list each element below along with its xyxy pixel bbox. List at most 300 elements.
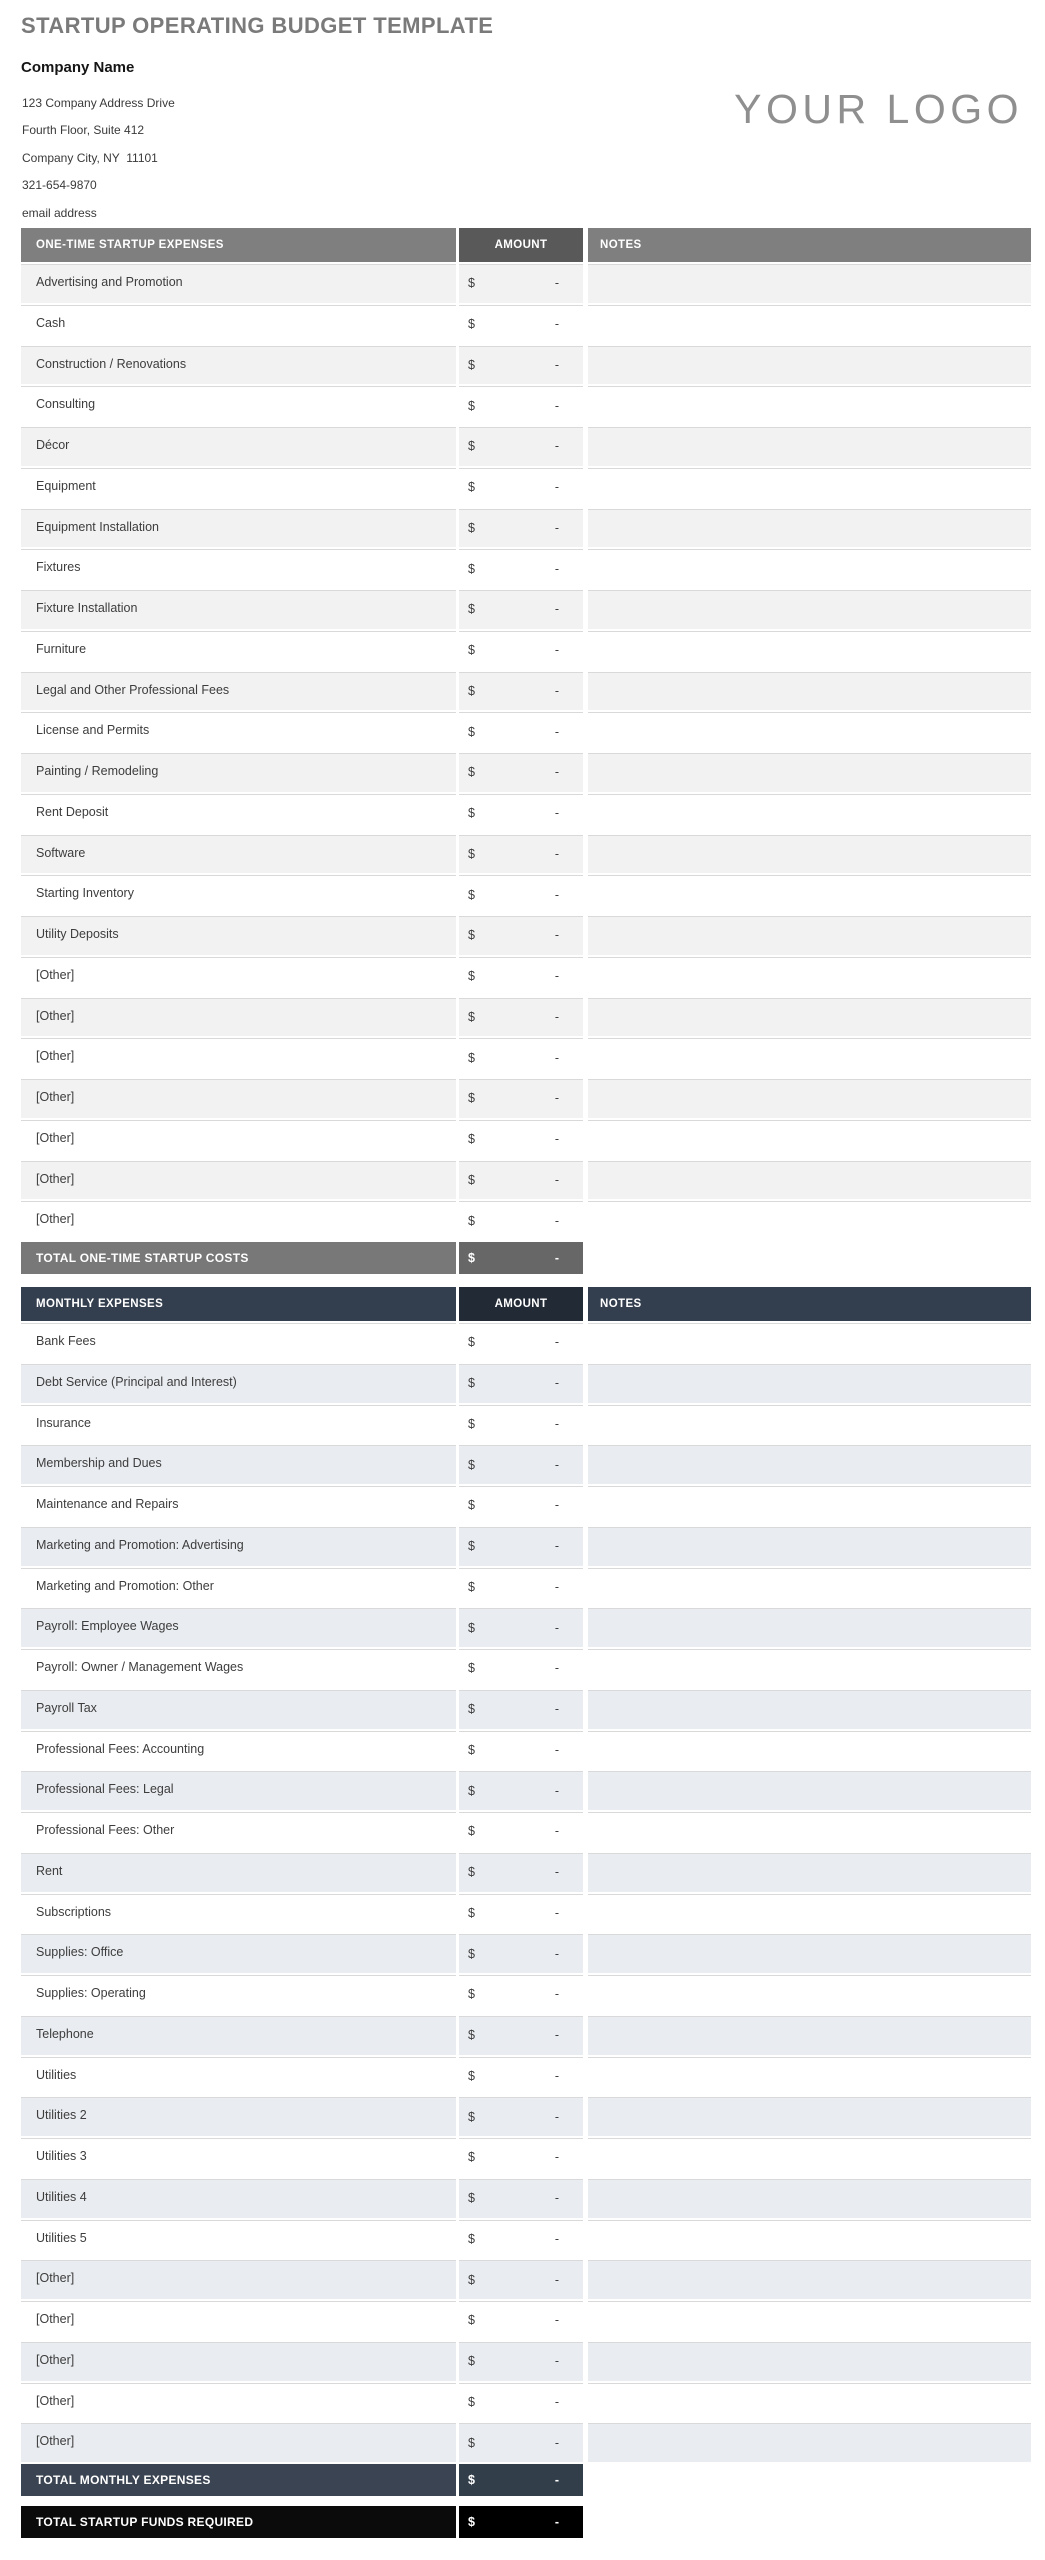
expense-row [21, 1729, 1031, 1770]
expense-row [21, 833, 1031, 874]
notes-cell[interactable] [588, 2383, 1031, 2422]
notes-cell[interactable] [588, 1201, 1031, 1240]
expense-label: Telephone [36, 2026, 94, 2041]
expense-label: Rent Deposit [36, 804, 109, 819]
amount-value: - [554, 1050, 559, 1065]
expense-row [21, 710, 1031, 751]
notes-cell[interactable] [588, 1038, 1031, 1077]
notes-cell[interactable] [588, 712, 1031, 751]
expense-label: Cash [36, 315, 66, 330]
expense-row [21, 1036, 1031, 1077]
notes-cell[interactable] [588, 957, 1031, 996]
column-header-amount: AMOUNT [456, 1287, 588, 1321]
notes-cell[interactable] [588, 1812, 1031, 1851]
amount-cell[interactable] [456, 2220, 588, 2259]
amount-value: - [554, 317, 559, 332]
currency-symbol: $ [468, 1661, 475, 1676]
currency-symbol: $ [468, 2435, 475, 2450]
amount-value: - [554, 2231, 559, 2246]
currency-symbol: $ [468, 1376, 475, 1391]
amount-cell[interactable] [456, 1486, 588, 1525]
amount-cell[interactable] [456, 590, 588, 629]
currency-symbol: $ [468, 1824, 475, 1839]
amount-cell[interactable] [456, 1201, 588, 1240]
amount-value: - [554, 1702, 559, 1717]
amount-value: - [554, 2109, 559, 2124]
one-time-expenses-table [21, 228, 1031, 1274]
expense-row [21, 2055, 1031, 2096]
amount-cell[interactable] [456, 916, 588, 955]
expense-row [21, 547, 1031, 588]
notes-cell[interactable] [588, 2220, 1031, 2259]
expense-row [21, 1606, 1031, 1647]
currency-symbol: $ [468, 765, 475, 780]
expense-row [21, 792, 1031, 833]
notes-cell[interactable] [588, 1486, 1031, 1525]
amount-value: - [554, 1132, 559, 1147]
expense-label: Debt Service (Principal and Interest) [36, 1374, 237, 1389]
currency-symbol: $ [468, 2028, 475, 2043]
notes-cell[interactable] [588, 794, 1031, 833]
expense-label: [Other] [36, 1212, 75, 1227]
amount-cell[interactable] [456, 2179, 588, 2218]
amount-value: - [554, 357, 559, 372]
currency-symbol: $ [468, 1865, 475, 1880]
notes-cell[interactable] [588, 590, 1031, 629]
expense-label: Subscriptions [36, 1904, 112, 1919]
currency-symbol: $ [468, 1620, 475, 1635]
currency-symbol: $ [468, 846, 475, 861]
amount-cell[interactable] [456, 1079, 588, 1118]
notes-cell[interactable] [588, 1405, 1031, 1444]
section-spacer [0, 1274, 1045, 1287]
total-row [21, 1240, 1031, 1274]
notes-cell[interactable] [588, 1445, 1031, 1484]
amount-value: - [554, 480, 559, 495]
table-body [21, 262, 1031, 1240]
expense-label: Equipment Installation [36, 519, 159, 534]
company-address-line: 123 Company Address Drive [22, 96, 175, 110]
table-body [21, 1321, 1031, 2462]
notes-cell[interactable] [588, 2016, 1031, 2055]
amount-cell[interactable] [456, 468, 588, 507]
notes-cell[interactable] [588, 1608, 1031, 1647]
amount-cell[interactable] [456, 1608, 588, 1647]
amount-value: - [554, 1498, 559, 1513]
expense-label: Software [36, 845, 86, 860]
expense-row [21, 1525, 1031, 1566]
amount-cell[interactable] [456, 1364, 588, 1403]
currency-symbol: $ [468, 1783, 475, 1798]
expense-label: Legal and Other Professional Fees [36, 682, 230, 697]
amount-cell[interactable] [456, 875, 588, 914]
amount-cell[interactable] [456, 509, 588, 548]
expense-row [21, 1769, 1031, 1810]
amount-value: - [554, 1742, 559, 1757]
amount-cell[interactable] [456, 1894, 588, 1933]
amount-value: - [554, 887, 559, 902]
notes-cell[interactable] [588, 1120, 1031, 1159]
expense-label: Maintenance and Repairs [36, 1497, 179, 1511]
currency-symbol: $ [468, 317, 475, 332]
expense-label: [Other] [36, 2271, 75, 2286]
amount-value: - [554, 765, 559, 780]
expense-row [21, 2299, 1031, 2340]
amount-value: - [554, 276, 559, 291]
company-address-line: Company City, NY 11101 [22, 150, 158, 165]
expense-label: Payroll Tax [36, 1700, 97, 1715]
expense-row [21, 2014, 1031, 2055]
amount-value: - [554, 1416, 559, 1431]
currency-symbol: $ [468, 1050, 475, 1065]
amount-value: - [554, 683, 559, 698]
currency-symbol: $ [468, 2473, 475, 2487]
notes-cell[interactable] [588, 2423, 1031, 2462]
currency-symbol: $ [468, 2109, 475, 2124]
currency-symbol: $ [468, 1987, 475, 2002]
amount-cell[interactable] [456, 2301, 588, 2340]
amount-cell[interactable] [456, 957, 588, 996]
notes-cell[interactable] [588, 1690, 1031, 1729]
amount-value: - [554, 1865, 559, 1880]
expense-row [21, 1647, 1031, 1688]
notes-cell[interactable] [588, 509, 1031, 548]
currency-symbol: $ [468, 643, 475, 658]
currency-symbol: $ [468, 2313, 475, 2328]
amount-cell[interactable] [456, 1690, 588, 1729]
grand-total-notes-spacer [588, 2506, 1031, 2538]
amount-value: - [554, 398, 559, 413]
expense-row [21, 1484, 1031, 1525]
expense-label: Construction / Renovations [36, 356, 187, 371]
amount-cell[interactable] [456, 346, 588, 385]
amount-cell[interactable] [456, 1649, 588, 1688]
notes-cell[interactable] [588, 264, 1031, 303]
currency-symbol: $ [468, 1498, 475, 1513]
amount-value: - [554, 2473, 559, 2487]
company-name: Company Name [21, 59, 135, 76]
amount-value: - [554, 1946, 559, 1961]
amount-cell[interactable] [456, 1038, 588, 1077]
expense-row [21, 1566, 1031, 1607]
amount-cell[interactable] [456, 998, 588, 1037]
amount-value: - [554, 2354, 559, 2369]
expense-label: Marketing and Promotion: Other [36, 1578, 214, 1593]
expense-label: [Other] [36, 1171, 75, 1186]
currency-symbol: $ [468, 2515, 475, 2529]
expense-row [21, 262, 1031, 303]
amount-value: - [554, 602, 559, 617]
amount-value: - [554, 2028, 559, 2043]
amount-value: - [554, 1251, 559, 1265]
amount-cell[interactable] [456, 1445, 588, 1484]
amount-cell[interactable] [456, 2260, 588, 2299]
expense-row [21, 914, 1031, 955]
expense-row [21, 384, 1031, 425]
notes-cell[interactable] [588, 1323, 1031, 1362]
currency-symbol: $ [468, 1009, 475, 1024]
notes-cell[interactable] [588, 916, 1031, 955]
expense-label: Utilities [36, 2067, 77, 2082]
notes-cell[interactable] [588, 672, 1031, 711]
amount-cell[interactable] [456, 835, 588, 874]
amount-cell[interactable] [456, 1120, 588, 1159]
currency-symbol: $ [468, 2354, 475, 2369]
currency-symbol: $ [468, 1335, 475, 1350]
expense-label: Furniture [36, 641, 87, 656]
amount-cell[interactable] [456, 264, 588, 303]
amount-value: - [554, 1579, 559, 1594]
expense-label: [Other] [36, 967, 75, 982]
grand-total-row [21, 2504, 1031, 2538]
expense-label: License and Permits [36, 723, 150, 738]
expense-label: [Other] [36, 2393, 75, 2408]
expense-row [21, 1159, 1031, 1200]
amount-value: - [554, 846, 559, 861]
expense-row [21, 751, 1031, 792]
expense-label: Starting Inventory [36, 886, 134, 901]
notes-cell[interactable] [588, 753, 1031, 792]
expense-row [21, 670, 1031, 711]
amount-cell[interactable] [456, 2423, 588, 2462]
total-label: TOTAL ONE-TIME STARTUP COSTS [21, 1242, 456, 1274]
currency-symbol: $ [468, 561, 475, 576]
notes-cell[interactable] [588, 468, 1031, 507]
notes-cell[interactable] [588, 1161, 1031, 1200]
expense-label: Fixtures [36, 560, 81, 575]
notes-cell[interactable] [588, 2057, 1031, 2096]
total-label: TOTAL MONTHLY EXPENSES [21, 2464, 456, 2496]
amount-cell[interactable] [456, 2138, 588, 2177]
notes-cell[interactable] [588, 549, 1031, 588]
amount-cell[interactable] [456, 549, 588, 588]
currency-symbol: $ [468, 2394, 475, 2409]
currency-symbol: $ [468, 2272, 475, 2287]
amount-cell[interactable] [456, 1323, 588, 1362]
amount-value: - [554, 928, 559, 943]
amount-cell[interactable] [456, 672, 588, 711]
expense-row [21, 873, 1031, 914]
amount-cell[interactable] [456, 386, 588, 425]
currency-symbol: $ [468, 1946, 475, 1961]
notes-cell[interactable] [588, 1853, 1031, 1892]
amount-value: - [554, 724, 559, 739]
monthly-expenses-table [21, 1287, 1031, 2496]
expense-label: Supplies: Operating [36, 1986, 146, 2000]
currency-symbol: $ [468, 1172, 475, 1187]
expense-label: Advertising and Promotion [36, 275, 183, 289]
amount-cell[interactable] [456, 1527, 588, 1566]
expense-row [21, 1688, 1031, 1729]
expense-label: Insurance [36, 1415, 91, 1430]
currency-symbol: $ [468, 928, 475, 943]
expense-label: Painting / Remodeling [36, 764, 159, 778]
notes-cell[interactable] [588, 1894, 1031, 1933]
amount-cell[interactable] [456, 2016, 588, 2055]
currency-symbol: $ [468, 357, 475, 372]
expense-row [21, 1810, 1031, 1851]
expense-row [21, 955, 1031, 996]
amount-cell[interactable] [456, 2342, 588, 2381]
amount-value: - [554, 1824, 559, 1839]
notes-cell[interactable] [588, 1934, 1031, 1973]
column-header-category: MONTHLY EXPENSES [21, 1287, 456, 1321]
notes-cell[interactable] [588, 875, 1031, 914]
expense-label: Consulting [36, 397, 96, 412]
page-title: STARTUP OPERATING BUDGET TEMPLATE [21, 13, 494, 38]
amount-cell[interactable] [456, 712, 588, 751]
notes-cell[interactable] [588, 2138, 1031, 2177]
amount-cell[interactable] [456, 305, 588, 344]
expense-label: Utilities 5 [36, 2230, 87, 2245]
notes-cell[interactable] [588, 346, 1031, 385]
company-address-line: 321-654-9870 [22, 178, 97, 193]
expense-row [21, 466, 1031, 507]
notes-cell[interactable] [588, 2179, 1031, 2218]
notes-cell[interactable] [588, 1364, 1031, 1403]
amount-cell[interactable] [456, 1161, 588, 1200]
amount-value: - [554, 969, 559, 984]
expense-label: Payroll: Owner / Management Wages [36, 1660, 244, 1674]
notes-cell[interactable] [588, 998, 1031, 1037]
expense-row [21, 2340, 1031, 2381]
notes-cell[interactable] [588, 1975, 1031, 2014]
currency-symbol: $ [468, 724, 475, 739]
amount-value: - [554, 1987, 559, 2002]
amount-value: - [554, 1335, 559, 1350]
amount-cell[interactable] [456, 427, 588, 466]
currency-symbol: $ [468, 1416, 475, 1431]
amount-value: - [554, 1905, 559, 1920]
amount-value: - [554, 2435, 559, 2450]
amount-value: - [554, 1376, 559, 1391]
expense-row [21, 1932, 1031, 1973]
expense-row [21, 1118, 1031, 1159]
amount-value: - [554, 2515, 559, 2529]
amount-value: - [554, 1661, 559, 1676]
notes-cell[interactable] [588, 2301, 1031, 2340]
grand-total-label: TOTAL STARTUP FUNDS REQUIRED [21, 2506, 456, 2538]
currency-symbol: $ [468, 1091, 475, 1106]
amount-cell[interactable] [456, 1731, 588, 1770]
amount-cell[interactable] [456, 1568, 588, 1607]
amount-value: - [554, 2068, 559, 2083]
amount-value: - [554, 439, 559, 454]
amount-value: - [554, 1620, 559, 1635]
column-header-category: ONE-TIME STARTUP EXPENSES [21, 228, 456, 262]
total-amount-cell [456, 2464, 588, 2496]
total-notes-spacer [588, 2464, 1031, 2496]
notes-cell[interactable] [588, 1079, 1031, 1118]
section-spacer [0, 2496, 1045, 2504]
amount-value: - [554, 2191, 559, 2206]
notes-cell[interactable] [588, 386, 1031, 425]
expense-row [21, 2218, 1031, 2259]
amount-cell[interactable] [456, 1934, 588, 1973]
amount-cell[interactable] [456, 631, 588, 670]
amount-cell[interactable] [456, 1771, 588, 1810]
currency-symbol: $ [468, 806, 475, 821]
total-row [21, 2462, 1031, 2496]
currency-symbol: $ [468, 2191, 475, 2206]
currency-symbol: $ [468, 398, 475, 413]
amount-value: - [554, 2394, 559, 2409]
amount-cell[interactable] [456, 2097, 588, 2136]
expense-row [21, 303, 1031, 344]
company-address [22, 90, 175, 227]
notes-cell[interactable] [588, 1568, 1031, 1607]
expense-row [21, 2136, 1031, 2177]
currency-symbol: $ [468, 683, 475, 698]
amount-value: - [554, 2313, 559, 2328]
currency-symbol: $ [468, 1457, 475, 1472]
expense-row [21, 1362, 1031, 1403]
notes-cell[interactable] [588, 1731, 1031, 1770]
amount-cell[interactable] [456, 1853, 588, 1892]
expense-row [21, 1403, 1031, 1444]
amount-value: - [554, 2272, 559, 2287]
expense-label: Equipment [36, 478, 96, 493]
expense-label: Utility Deposits [36, 927, 119, 941]
table-header-row [21, 228, 1031, 262]
column-header-notes: NOTES [588, 228, 1031, 262]
expense-row [21, 1851, 1031, 1892]
amount-cell[interactable] [456, 1405, 588, 1444]
amount-value: - [554, 520, 559, 535]
expense-label: Supplies: Office [36, 1945, 124, 1960]
expense-label: [Other] [36, 1008, 75, 1023]
amount-cell[interactable] [456, 2383, 588, 2422]
expense-row [21, 2381, 1031, 2422]
notes-cell[interactable] [588, 2260, 1031, 2299]
notes-cell[interactable] [588, 2097, 1031, 2136]
notes-cell[interactable] [588, 2342, 1031, 2381]
expense-label: Utilities 2 [36, 2108, 87, 2123]
amount-value: - [554, 1457, 559, 1472]
currency-symbol: $ [468, 1213, 475, 1228]
notes-cell[interactable] [588, 427, 1031, 466]
expense-row [21, 1892, 1031, 1933]
amount-cell[interactable] [456, 753, 588, 792]
notes-cell[interactable] [588, 1649, 1031, 1688]
expense-row [21, 344, 1031, 385]
amount-value: - [554, 2150, 559, 2165]
company-address-line: email address [22, 205, 97, 220]
expense-label: [Other] [36, 1090, 75, 1104]
expense-label: [Other] [36, 2312, 75, 2326]
notes-cell[interactable] [588, 631, 1031, 670]
notes-cell[interactable] [588, 1771, 1031, 1810]
column-header-amount: AMOUNT [456, 228, 588, 262]
amount-cell[interactable] [456, 794, 588, 833]
currency-symbol: $ [468, 2068, 475, 2083]
currency-symbol: $ [468, 1579, 475, 1594]
currency-symbol: $ [468, 439, 475, 454]
amount-cell[interactable] [456, 1812, 588, 1851]
amount-cell[interactable] [456, 1975, 588, 2014]
notes-cell[interactable] [588, 305, 1031, 344]
notes-cell[interactable] [588, 835, 1031, 874]
notes-cell[interactable] [588, 1527, 1031, 1566]
expense-label: Professional Fees: Accounting [36, 1741, 205, 1756]
expense-row [21, 629, 1031, 670]
expense-row [21, 1199, 1031, 1240]
currency-symbol: $ [468, 520, 475, 535]
amount-value: - [554, 1172, 559, 1187]
expense-row [21, 425, 1031, 466]
amount-cell[interactable] [456, 2057, 588, 2096]
total-notes-spacer [588, 1242, 1031, 1274]
